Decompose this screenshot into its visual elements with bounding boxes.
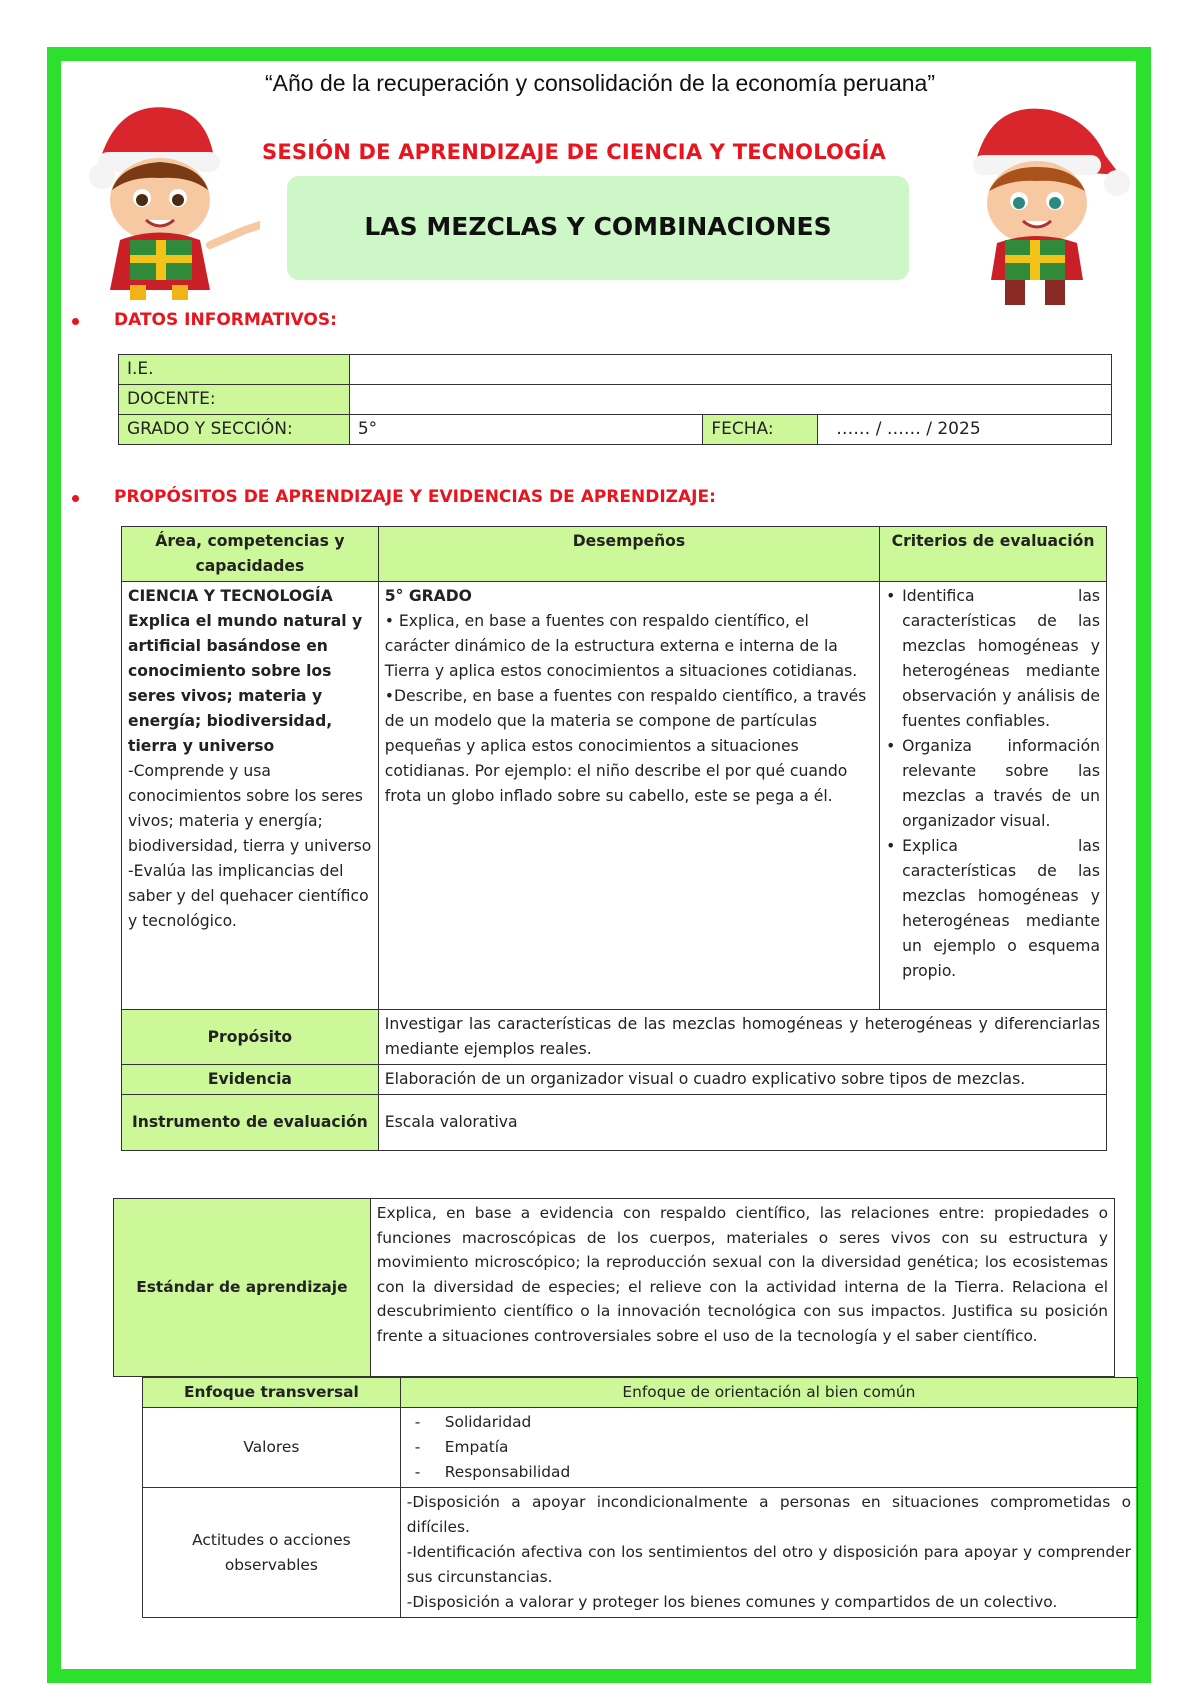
girl-elf-illustration <box>60 90 260 300</box>
boy-elf-illustration <box>945 95 1135 305</box>
desempenos-cell <box>378 582 879 1010</box>
enfoque-value: Enfoque de orientación al bien común <box>400 1378 1137 1408</box>
capacidad-text: -Evalúa las implicancias del saber y del quehacer científico y tecnológico. <box>128 862 369 930</box>
session-subtitle: SESIÓN DE APRENDIZAJE DE CIENCIA Y TECNOLOGÍA <box>262 140 886 164</box>
proposito-value: Investigar las características de las mezclas homogéneas y heterogéneas y diferenciarlas mediante ejemplos reales. <box>378 1010 1106 1065</box>
desempeno-text: •Describe, en base a fuentes con respaldo científico, a través de un modelo que la materia se compone de partículas pequeñas y aplica estos conocimientos a situaciones cotidianas. Por ejemplo: el niño describe el por qué cuando frota un globo inflado sobre su cabello, este se pega a él. <box>384 687 867 805</box>
valores-label: Valores <box>143 1408 401 1488</box>
docente-field[interactable] <box>349 385 1111 415</box>
desempeno-text: • Explica, en base a fuentes con respaldo científico, el carácter dinámico de la estructura externa e interna de la Tierra y aplica estos conocimientos a situaciones cotidianas. <box>384 612 858 680</box>
bullet-icon <box>72 495 79 502</box>
grado-label: GRADO Y SECCIÓN: <box>119 415 350 445</box>
actitud-item: -Disposición a valorar y proteger los bienes comunes y compartidos de un colectivo. <box>406 1593 1058 1611</box>
datos-heading: DATOS INFORMATIVOS: <box>114 310 337 330</box>
actitudes-list <box>400 1488 1137 1618</box>
instrumento-value: Escala valorativa <box>378 1095 1106 1151</box>
area-cell <box>122 582 379 1010</box>
criterio-item: • Explica las características de las mezclas homogéneas y heterogéneas mediante un ejemplo o esquema propio. <box>886 837 1100 980</box>
ie-field[interactable] <box>349 355 1111 385</box>
year-motto: “Año de la recuperación y consolidación de la economía peruana” <box>265 70 935 96</box>
valor-item: - Responsabilidad <box>414 1463 571 1481</box>
instrumento-label: Instrumento de evaluación <box>122 1095 379 1151</box>
capacidad-text: -Comprende y usa conocimientos sobre los seres vivos; materia y energía; biodiversidad, tierra y universo <box>128 762 372 855</box>
actitud-item: -Disposición a apoyar incondicionalmente a personas en situaciones comprometidas o difíciles. <box>406 1493 1131 1536</box>
valores-list <box>400 1408 1137 1488</box>
propositos-table <box>121 526 1107 1151</box>
estandar-label: Estándar de aprendizaje <box>114 1199 371 1377</box>
evidencia-value: Elaboración de un organizador visual o cuadro explicativo sobre tipos de mezclas. <box>378 1065 1106 1095</box>
proposito-label: Propósito <box>122 1010 379 1065</box>
fecha-label: FECHA: <box>703 415 818 445</box>
estandar-value: Explica, en base a evidencia con respaldo científico, las relaciones entre: propiedades o funciones macroscópicas de los cuerpos, materiales o seres vivos con su estructura y movimiento microscópico; la reproducción sexual con la diversidad genética; los ecosistemas con la diversidad de especies; el relieve con la actividad interna de la Tierra. Relaciona el descubrimiento científico o la innovación tecnológica con sus impactos. Justifica su posición frente a situaciones controversiales sobre el uso de la tecnología y el saber científico. <box>370 1199 1114 1377</box>
grado-heading: 5° GRADO <box>384 587 472 605</box>
valor-item: - Solidaridad <box>414 1413 532 1431</box>
col-area-header: Área, competencias y capacidades <box>122 527 379 582</box>
datos-table <box>118 354 1112 445</box>
col-criterios-header: Criterios de evaluación <box>880 527 1107 582</box>
criterio-item: • Organiza información relevante sobre las mezclas a través de un organizador visual. <box>886 737 1100 830</box>
evidencia-label: Evidencia <box>122 1065 379 1095</box>
area-title: CIENCIA Y TECNOLOGÍA <box>128 587 333 605</box>
page-title: LAS MEZCLAS Y COMBINACIONES <box>364 212 832 241</box>
enfoque-label: Enfoque transversal <box>143 1378 401 1408</box>
propositos-heading: PROPÓSITOS DE APRENDIZAJE Y EVIDENCIAS DE APRENDIZAJE: <box>114 487 716 507</box>
grado-field[interactable]: 5° <box>349 415 703 445</box>
criterio-item: • Identifica las características de las mezclas homogéneas y heterogéneas mediante observación y análisis de fuentes confiables. <box>886 587 1100 730</box>
competencia-text: Explica el mundo natural y artificial basándose en conocimiento sobre los seres vivos; materia y energía; biodiversidad, tierra y universo <box>128 612 363 755</box>
valor-item: - Empatía <box>414 1438 509 1456</box>
actitudes-label: Actitudes o acciones observables <box>143 1488 401 1618</box>
estandar-table <box>113 1198 1115 1377</box>
ie-label: I.E. <box>119 355 350 385</box>
criterios-cell <box>880 582 1107 1010</box>
fecha-field[interactable]: …… / …… / 2025 <box>818 415 1112 445</box>
enfoque-table <box>142 1377 1138 1618</box>
bullet-icon <box>72 318 79 325</box>
actitud-item: -Identificación afectiva con los sentimientos del otro y disposición para apoyar y comprender sus circunstancias. <box>406 1543 1131 1586</box>
col-desempenos-header: Desempeños <box>378 527 879 582</box>
docente-label: DOCENTE: <box>119 385 350 415</box>
